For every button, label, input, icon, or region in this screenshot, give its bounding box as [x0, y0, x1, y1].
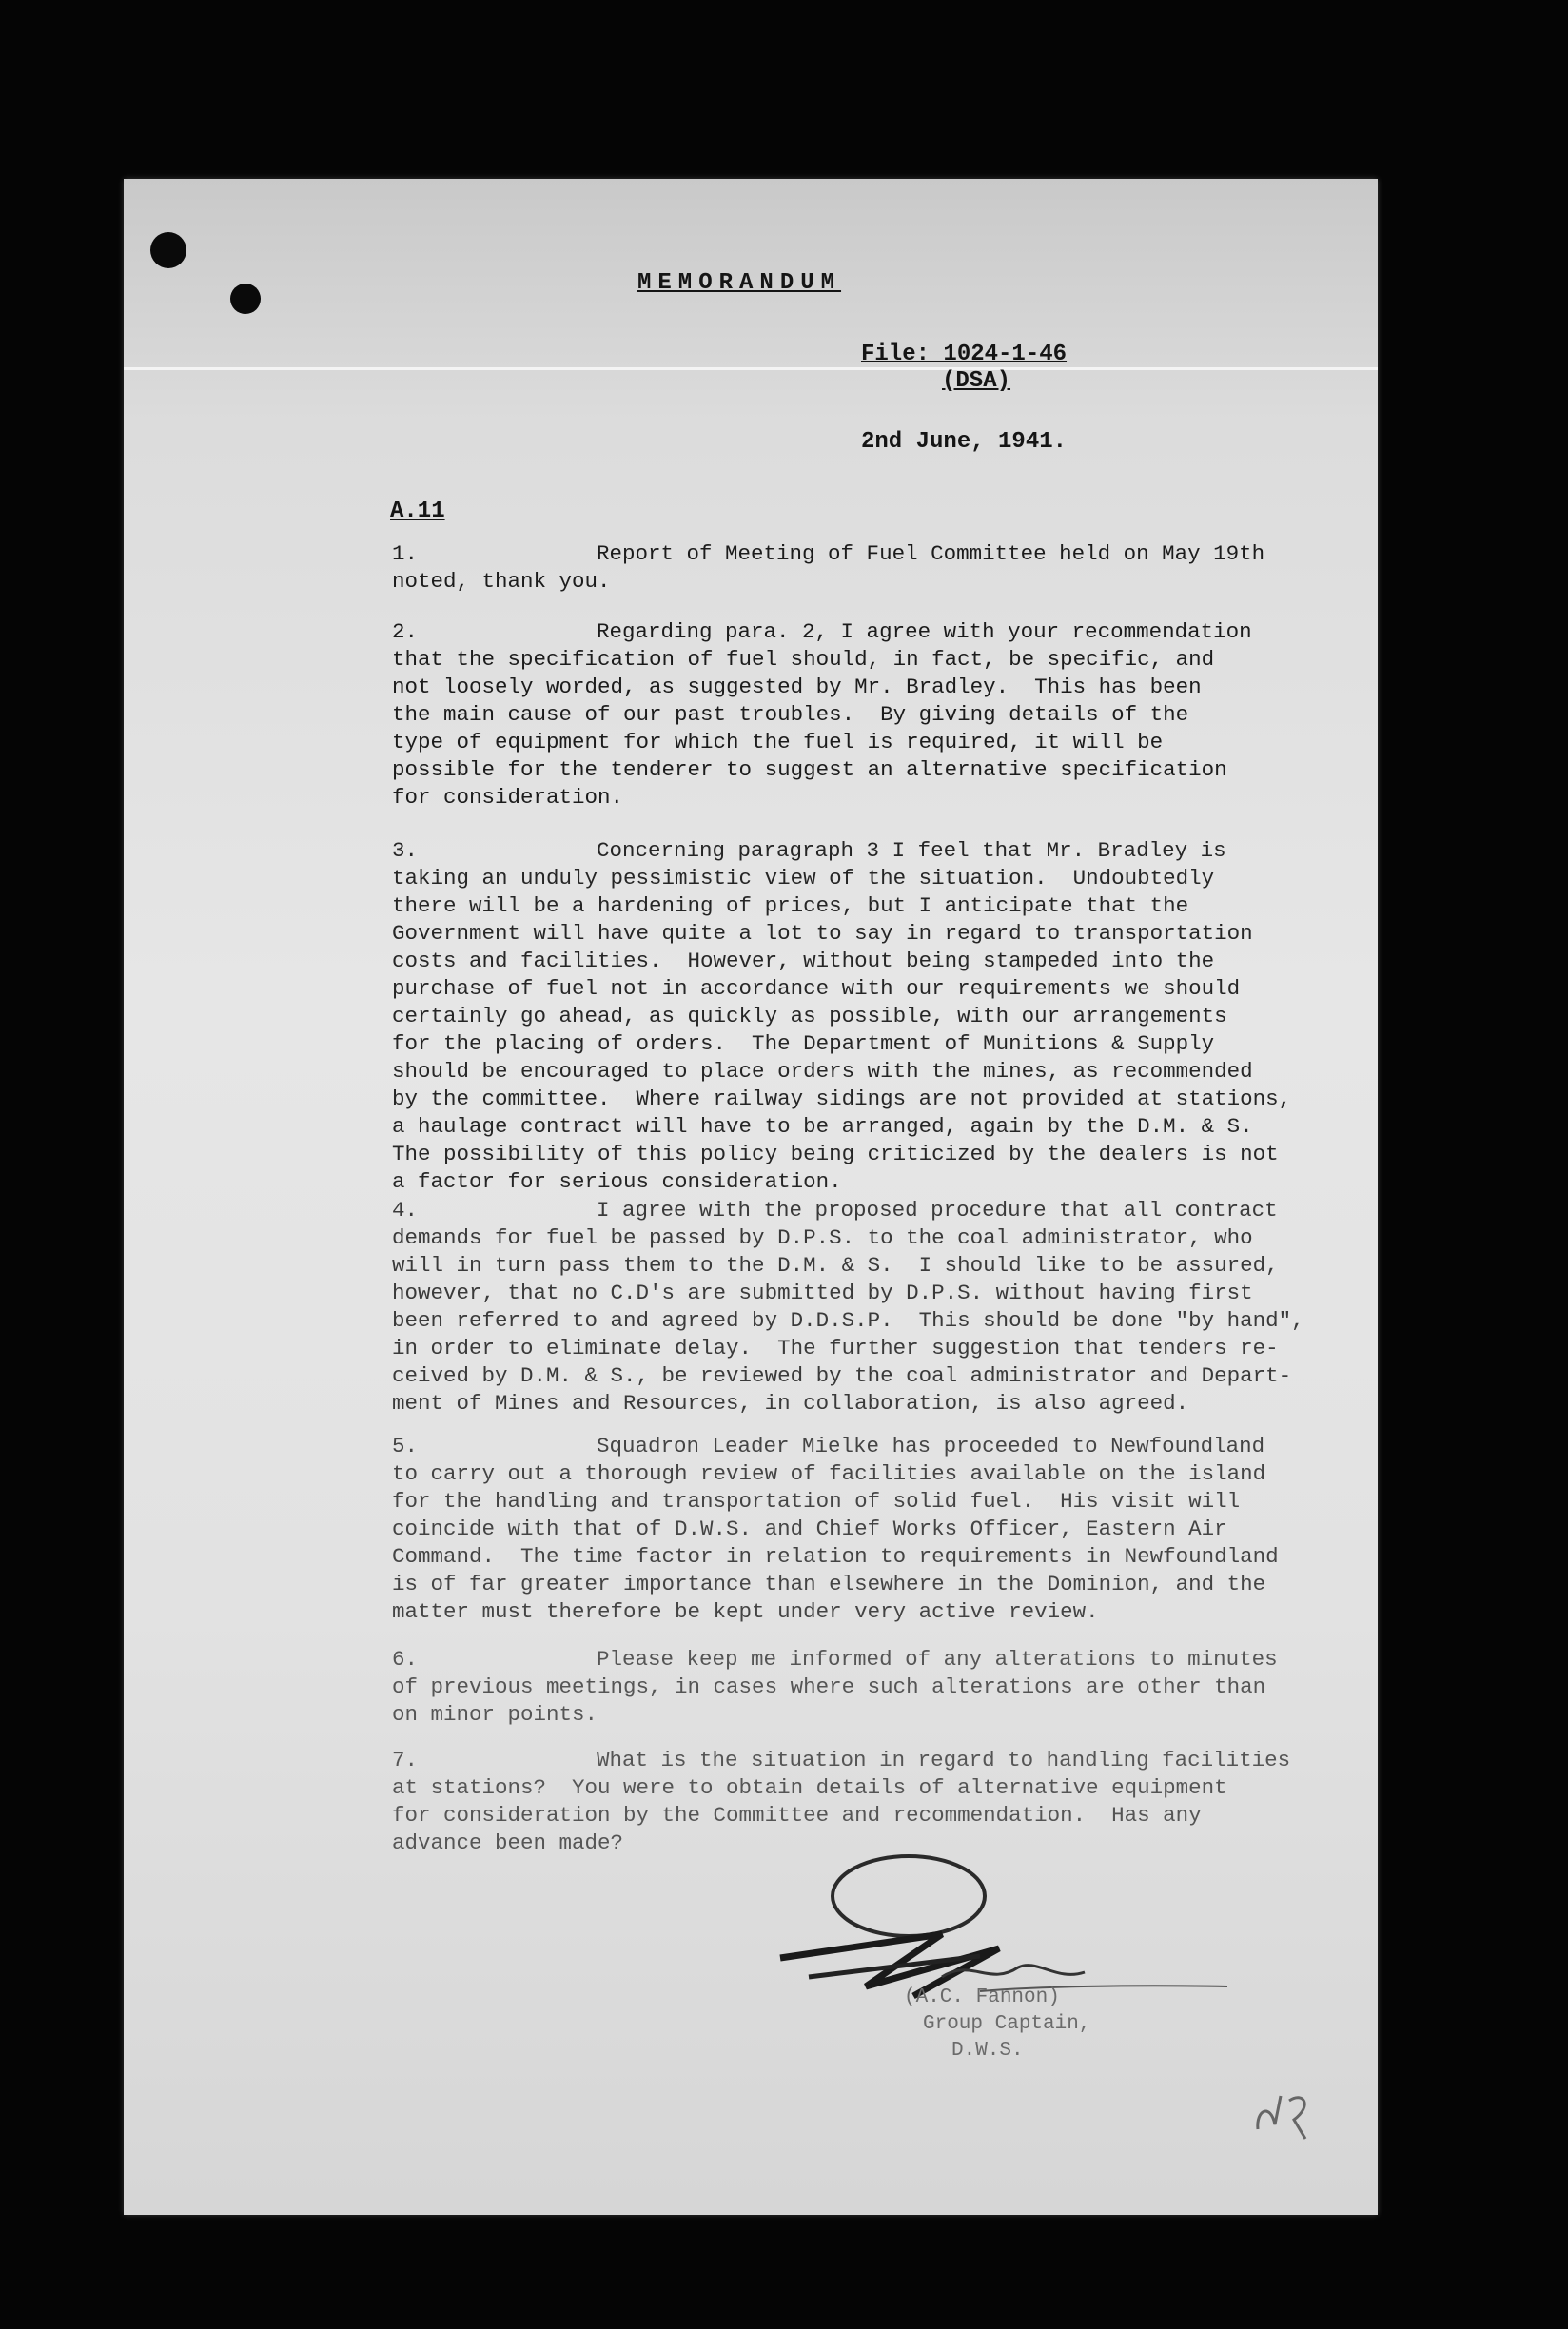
paragraph-text: Regarding para. 2, I agree with your recommendation that the specification of fuel should, in fact, be specific, and not loosely worded, as suggested by Mr. Bradley. This has been the main cause of our past troubles. By giving details of the type of equipment for which the fuel is required, it will be possible for the tenderer to suggest an alternative specification for consideration.: [392, 619, 1252, 810]
signatory-name: (A.C. Fannon): [904, 1986, 1060, 2008]
document-page: [124, 179, 1378, 2215]
file-reference: [861, 341, 1068, 394]
paragraph-number: 4.: [392, 1198, 419, 1223]
paragraph-7: [392, 1747, 1420, 1857]
addressee-reference: A.11: [390, 499, 445, 524]
handwritten-signature: [752, 1844, 1246, 2072]
paragraph-text: Please keep me informed of any alterations to minutes of previous meetings, in cases where such alterations are other than on minor points.: [392, 1647, 1278, 1727]
paragraph-6: [392, 1646, 1420, 1729]
paragraph-number: 6.: [392, 1647, 419, 1672]
paragraph-text: What is the situation in regard to handling facilities at stations? You were to obtain details of alternative equipment for consideration by the Committee and recommendation. Has any advance been made?: [392, 1748, 1291, 1855]
paragraph-3: [392, 837, 1420, 1196]
paragraph-number: 1.: [392, 541, 419, 566]
paragraph-text: Report of Meeting of Fuel Committee held on May 19th noted, thank you.: [392, 541, 1265, 594]
paragraph-number: 2.: [392, 619, 419, 644]
paragraph-text: Squadron Leader Mielke has proceeded to Newfoundland to carry out a thorough review of facilities available on the island for the handling and transportation of solid fuel. His visit will coincide with that of D.W.S. and Chief Works Officer, Eastern Air Command. The time factor in relation to requirements in Newfoundland is of far greater importance than elsewhere in the Dominion, and the matter must therefore be kept under very active review.: [392, 1434, 1279, 1624]
punch-hole: [230, 284, 261, 314]
signatory-office: D.W.S.: [951, 2040, 1024, 2062]
punch-hole: [150, 232, 186, 268]
paragraph-2: [392, 618, 1420, 812]
paragraph-number: 5.: [392, 1434, 419, 1458]
paragraph-text: I agree with the proposed procedure that all contract demands for fuel be passed by D.P.S. to the coal administrator, who will in turn pass them to the D.M. & S. I should like to be assured, however, that no C.D's are submitted by D.P.S. without having first been referred to and agreed by D.D.S.P. This should be done "by hand", in order to eliminate delay. The further suggestion that tenders re- ceived by D.M. & S., be reviewed by the coal administrator and Depart- ment of Mines and Resources, in collaboration, is also agreed.: [392, 1198, 1304, 1416]
handwritten-initials: [1246, 2082, 1323, 2148]
memo-date: 2nd June, 1941.: [861, 429, 1068, 455]
paragraph-1: [392, 540, 1420, 596]
paragraph-number: 3.: [392, 838, 419, 863]
paragraph-number: 7.: [392, 1748, 419, 1772]
paragraph-4: [392, 1197, 1420, 1418]
memo-title: MEMORANDUM: [637, 270, 842, 296]
fold-line: [124, 367, 1378, 370]
file-subcode: (DSA): [942, 368, 1011, 394]
signatory-rank: Group Captain,: [923, 2013, 1091, 2035]
file-number: File: 1024-1-46: [861, 342, 1068, 367]
paragraph-text: Concerning paragraph 3 I feel that Mr. Bradley is taking an unduly pessimistic view of the situation. Undoubtedly there will be a hardening of prices, but I anticipate that the Government will have quite a lot to say in regard to transportation costs and facilities. However, without being stampeded into the purchase of fuel not in accordance with our requirements we should certainly go ahead, as quickly as possible, with our arrangements for the placing of orders. The Department of Munitions & Supply should be encouraged to place orders with the mines, as recommended by the committee. Where railway sidings are not provided at stations, a haulage contract will have to be arranged, again by the D.M. & S. The possibility of this policy being criticized by the dealers is not a factor for serious consideration.: [392, 838, 1292, 1194]
paragraph-5: [392, 1433, 1420, 1626]
